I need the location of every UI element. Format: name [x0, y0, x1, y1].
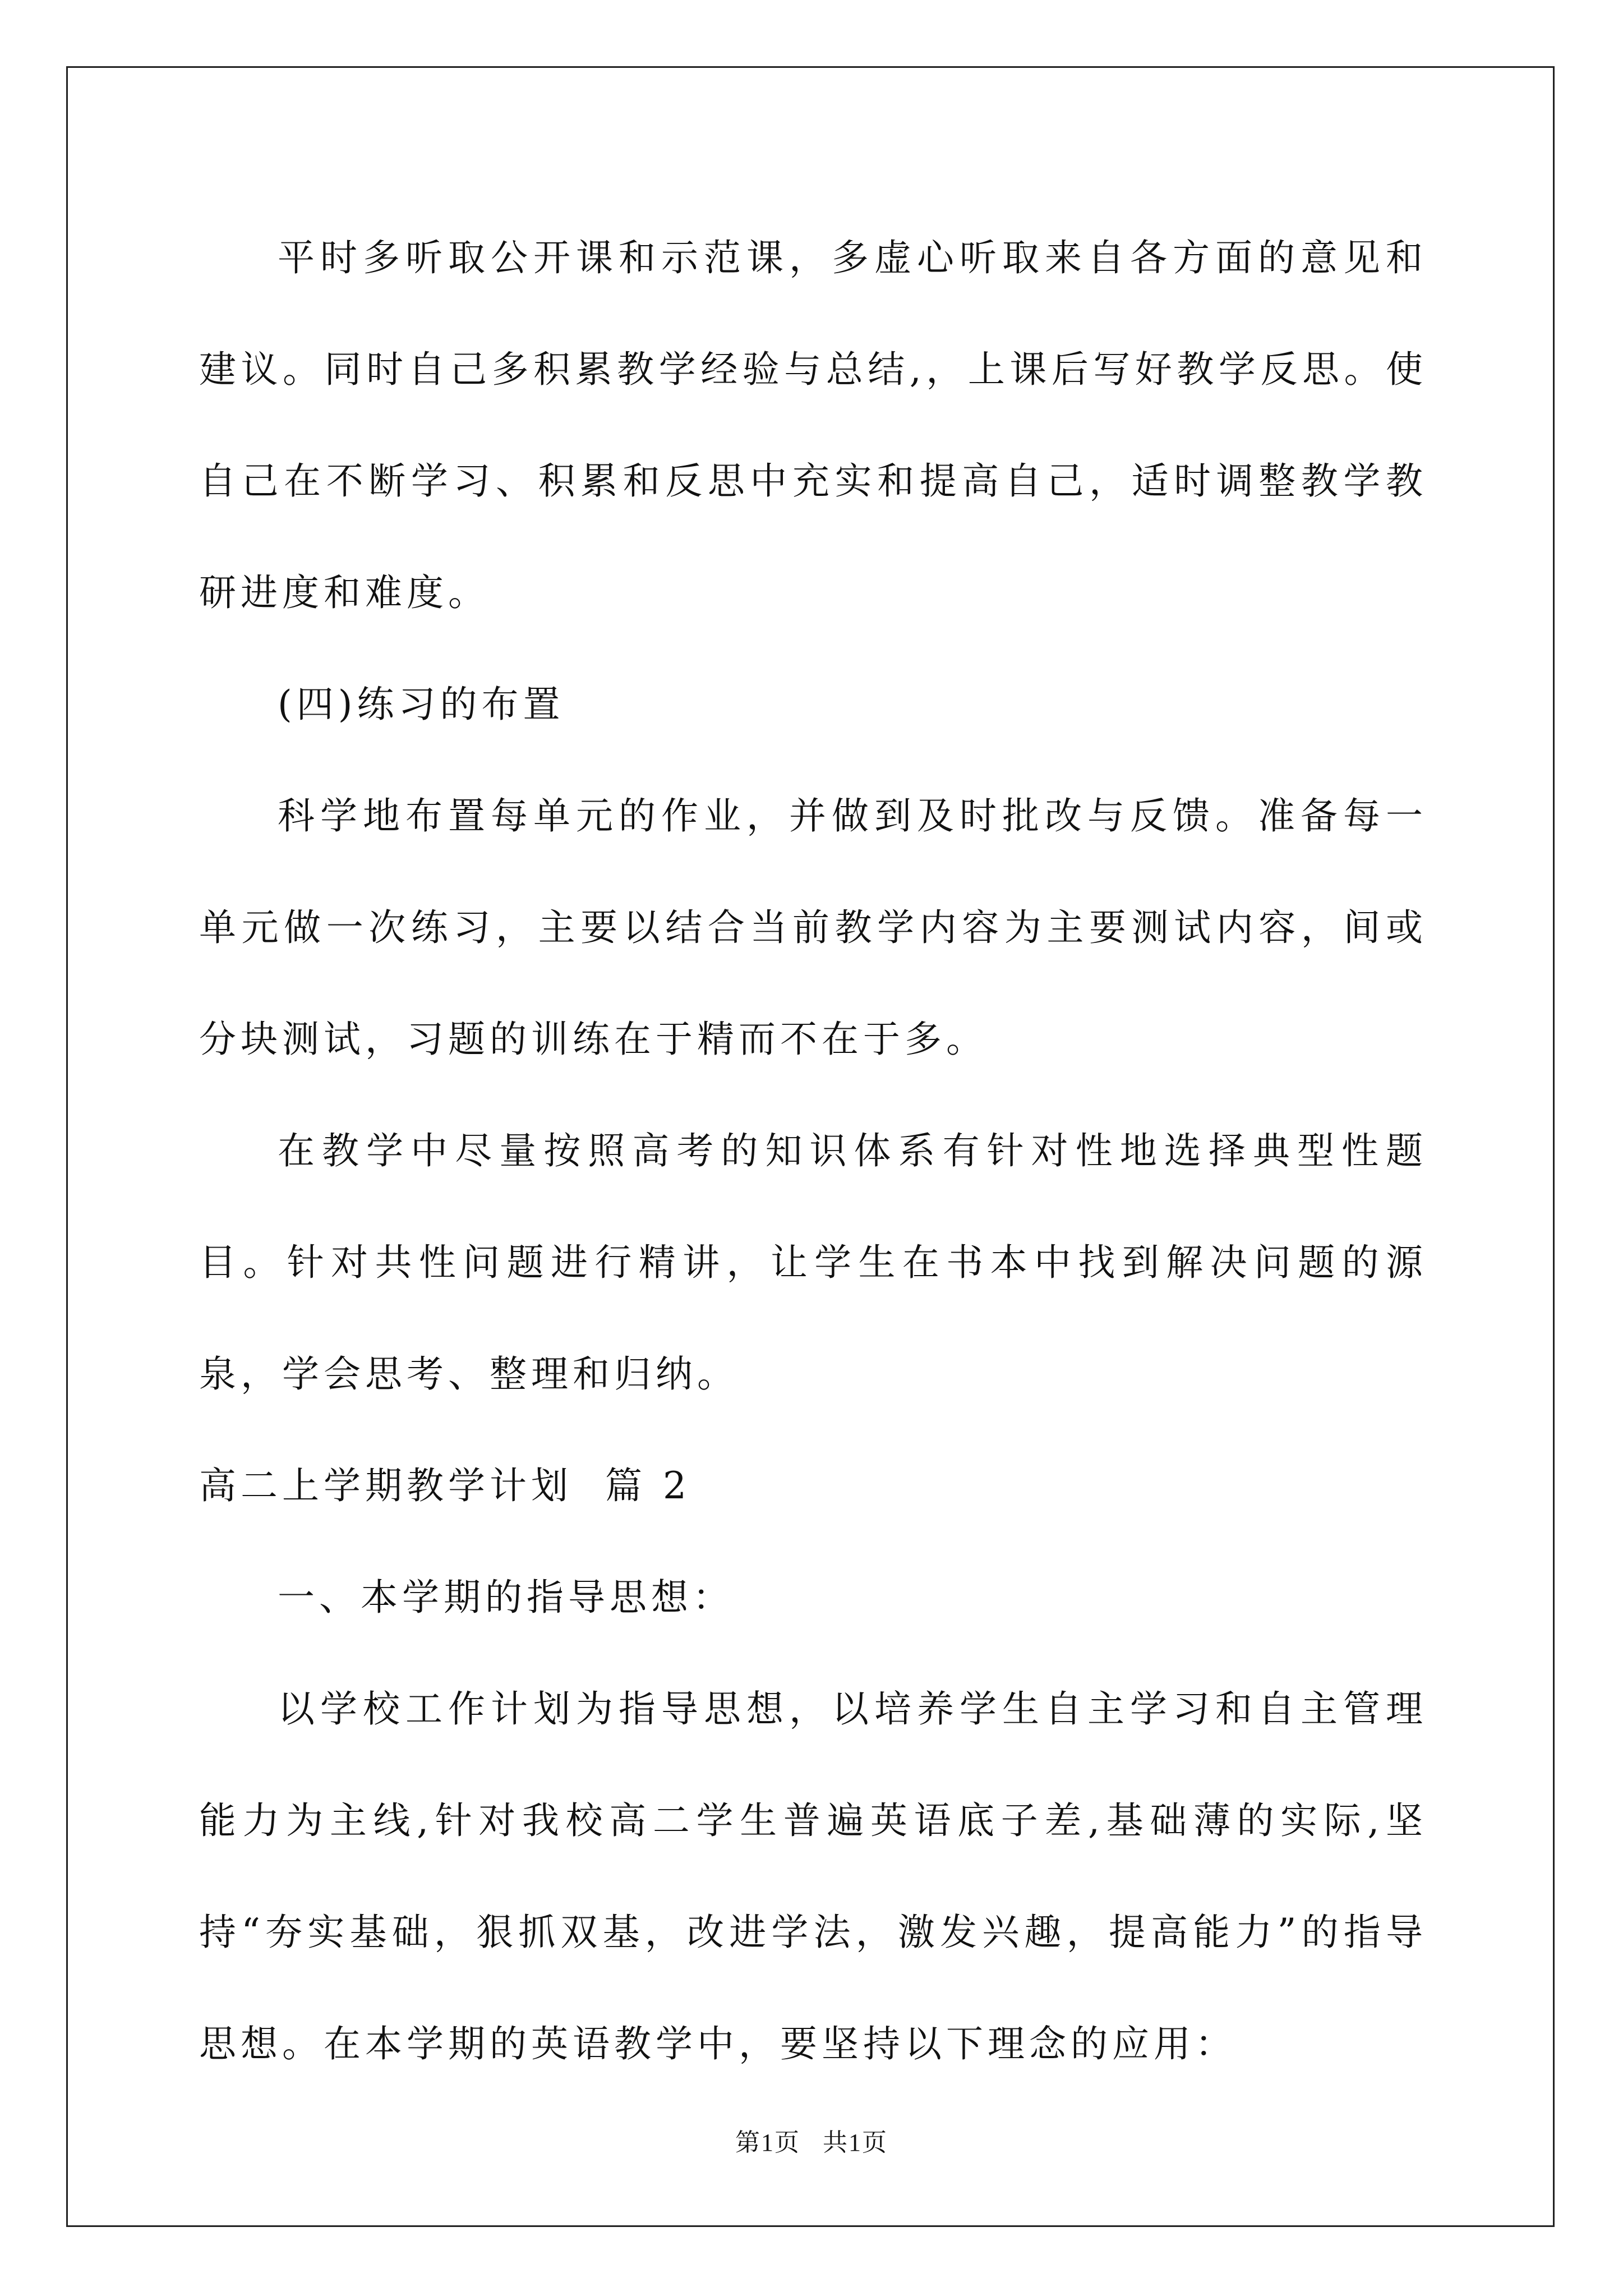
page-footer [0, 2126, 1623, 2160]
paragraph-guiding-thought: 以学校工作计划为指导思想，以培养学生自主学习和自主管理能力为主线,针对我校高二学生普遍英语底子差,基础薄的实际,坚持“夯实基础，狠抓双基，改进学法，激发兴趣，提高能力”的指导思想。在本学期的英语教学中，要坚持以下理念的应用： [199, 1687, 1427, 2065]
section-heading-exercises: (四)练习的布置 [278, 683, 565, 726]
section-heading-guiding-thought: 一、本学期的指导思想： [278, 1576, 734, 1619]
page-total: 共1页 [823, 2129, 888, 2156]
document-section-title: 高二上学期教学计划 篇 2 [199, 1464, 691, 1507]
paragraph-observation: 平时多听取公开课和示范课，多虚心听取来自各方面的意见和建议。同时自己多积累教学经验与总结,，上课后写好教学反思。使自己在不断学习、积累和反思中充实和提高自己，适时调整教学教研进度和难度。 [199, 236, 1427, 614]
paragraph-exam-focus: 在教学中尽量按照高考的知识体系有针对性地选择典型性题目。针对共性问题进行精讲，让学生在书本中找到解决问题的源泉，学会思考、整理和归纳。 [199, 1129, 1427, 1396]
paragraph-homework: 科学地布置每单元的作业，并做到及时批改与反馈。准备每一单元做一次练习，主要以结合当前教学内容为主要测试内容，间或分块测试，习题的训练在于精而不在于多。 [199, 794, 1427, 1061]
document-body [199, 202, 1427, 2100]
page-number: 第1页 [735, 2129, 800, 2156]
